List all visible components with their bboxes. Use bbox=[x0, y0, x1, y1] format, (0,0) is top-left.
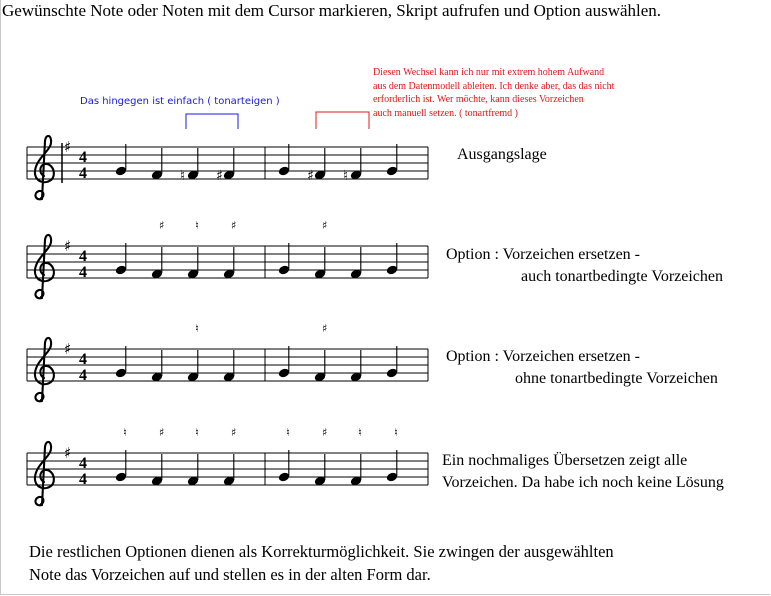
natural-icon: ♮ bbox=[195, 322, 199, 335]
key-signature-sharp-icon: ♯ bbox=[64, 340, 72, 358]
annotation-red-line: auch manuell setzen. ( tonartfremd ) bbox=[373, 107, 518, 119]
time-signature-bottom: 4 bbox=[79, 165, 87, 182]
label-line: Ein nochmaliges Übersetzen zeigt alle bbox=[442, 452, 688, 469]
sharp-icon: ♯ bbox=[159, 219, 165, 232]
sharp-icon: ♯ bbox=[322, 219, 328, 232]
sharp-icon: ♯ bbox=[307, 168, 314, 184]
sharp-icon: ♯ bbox=[231, 219, 237, 232]
sharp-icon: ♯ bbox=[216, 168, 223, 184]
label-line: Ausgangslage bbox=[457, 146, 547, 163]
bracket-blue bbox=[186, 114, 238, 129]
footer-line: Note das Vorzeichen auf und stellen es in der alten Form dar. bbox=[29, 565, 431, 584]
natural-icon: ♮ bbox=[394, 426, 398, 439]
system-1-label bbox=[457, 144, 547, 166]
sharp-icon: ♯ bbox=[159, 426, 165, 439]
natural-icon: ♮ bbox=[123, 426, 127, 439]
time-signature-top: 4 bbox=[79, 248, 87, 265]
sharp-icon: ♯ bbox=[231, 426, 237, 439]
label-line: Vorzeichen. Da habe ich noch keine Lösung bbox=[442, 474, 724, 491]
treble-clef-icon bbox=[35, 442, 54, 505]
label-line: auch tonartbedingte Vorzeichen bbox=[521, 268, 723, 285]
treble-clef-icon bbox=[35, 235, 54, 298]
treble-clef-icon bbox=[35, 338, 54, 401]
natural-icon: ♮ bbox=[195, 219, 199, 232]
footer-line: Die restlichen Optionen dienen als Korrekturmöglichkeit. Sie zwingen der ausgewählten bbox=[29, 542, 614, 561]
key-signature-sharp-icon: ♯ bbox=[64, 444, 72, 462]
key-signature-sharp-icon: ♯ bbox=[64, 237, 72, 255]
treble-clef-icon bbox=[35, 136, 54, 199]
system-2-label bbox=[446, 244, 723, 288]
bracket-red bbox=[316, 112, 369, 129]
annotation-red-line: Diesen Wechsel kann ich nur mit extrem hohem Aufwand bbox=[373, 67, 605, 78]
time-signature-top: 4 bbox=[79, 455, 87, 472]
natural-icon: ♮ bbox=[180, 168, 186, 184]
intro-text: Gewünschte Note oder Noten mit dem Cursor markieren, Skript aufrufen und Option auswählen. bbox=[2, 1, 662, 20]
footer-text bbox=[29, 540, 614, 586]
label-line: ohne tonartbedingte Vorzeichen bbox=[515, 370, 718, 387]
label-line: Option : Vorzeichen ersetzen - bbox=[446, 348, 641, 365]
natural-icon: ♮ bbox=[358, 426, 362, 439]
natural-icon: ♮ bbox=[343, 168, 349, 184]
time-signature-bottom: 4 bbox=[79, 264, 87, 281]
time-signature-top: 4 bbox=[79, 351, 87, 368]
annotation-red-line: aus dem Datenmodell ableiten. Ich denke aber, das das nicht bbox=[373, 80, 615, 92]
natural-icon: ♮ bbox=[195, 426, 199, 439]
key-signature-sharp-icon: ♯ bbox=[64, 138, 72, 156]
label-line: Option : Vorzeichen ersetzen - bbox=[446, 246, 641, 263]
natural-icon: ♮ bbox=[286, 426, 290, 439]
time-signature-top: 4 bbox=[79, 149, 87, 166]
sharp-icon: ♯ bbox=[322, 426, 328, 439]
annotation-red-line: erforderlich ist. Wer möchte, kann dieses Vorzeichen bbox=[373, 94, 584, 106]
time-signature-bottom: 4 bbox=[79, 471, 87, 488]
annotation-blue: Das hingegen ist einfach ( tonarteigen ) bbox=[80, 96, 280, 107]
system-3-label bbox=[446, 346, 718, 390]
sharp-icon: ♯ bbox=[322, 322, 328, 335]
time-signature-bottom: 4 bbox=[79, 367, 87, 384]
system-4-label bbox=[442, 450, 724, 494]
